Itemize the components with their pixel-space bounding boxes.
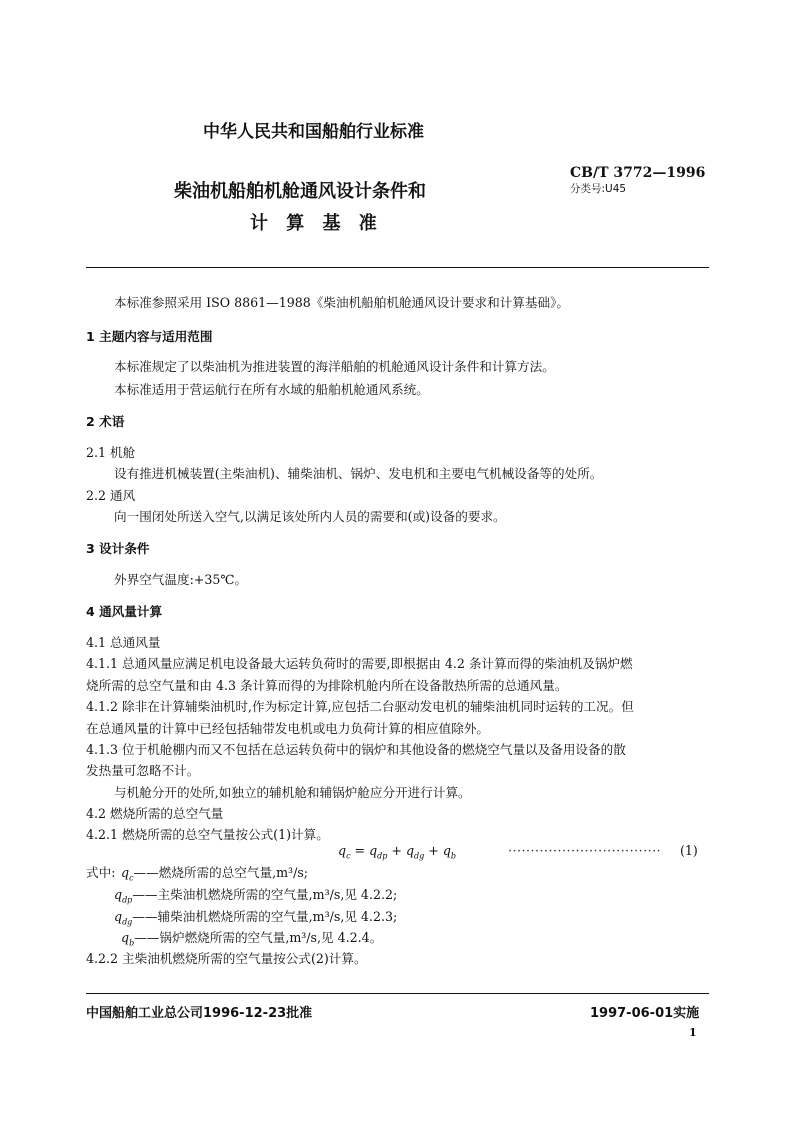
section-2-2-heading: 2.2 通风 (86, 488, 136, 503)
section-4-2-2-text: 4.2.2 主柴油机燃烧所需的空气量按公式(2)计算。 (86, 951, 367, 966)
where-label: 式中: (86, 865, 116, 880)
section-2-2-text: 向一围闭处所送入空气,以满足该处所内人员的需要和(或)设备的要求。 (114, 509, 506, 524)
section-4-2-1-text: 4.2.1 燃烧所需的总空气量按公式(1)计算。 (86, 827, 329, 842)
section-4-1-2-line2: 在总通风量的计算中已经包括轴带发电机或电力负荷计算的相应值除外。 (86, 721, 489, 736)
section-1-paragraph-2: 本标准适用于营运航行在所有水域的船舶机舱通风系统。 (114, 382, 429, 397)
document-title-line1: 柴油机船舶机舱通风设计条件和 (174, 181, 426, 202)
section-1-paragraph-1: 本标准规定了以柴油机为推进装置的海洋船舶的机舱通风设计条件和计算方法。 (114, 359, 555, 374)
section-1-heading: 1 主题内容与适用范围 (86, 329, 213, 344)
formula-leader-dots: ·································· (508, 843, 662, 858)
section-4-1-1-line1: 4.1.1 总通风量应满足机电设备最大运转负荷时的需要,即根据由 4.2 条计算而得的柴油机及锅炉燃 (86, 656, 633, 671)
section-2-1-heading: 2.1 机舱 (86, 445, 136, 460)
page-number: 1 (689, 1026, 697, 1039)
section-2-1-text: 设有推进机械装置(主柴油机)、辅柴油机、锅炉、发电机和主要电气机械设备等的处所。 (114, 466, 603, 481)
approval-line: 中国船舶工业总公司1996-12-23批准 (86, 1006, 313, 1021)
intro-paragraph: 本标准参照采用 ISO 8861—1988《柴油机船舶机舱通风设计要求和计算基础》。 (114, 295, 569, 310)
section-4-1-3-line3: 与机舱分开的处所,如独立的辅机舱和辅锅炉舱应分开进行计算。 (114, 785, 471, 800)
header-divider (86, 267, 709, 268)
section-4-1-3-line2: 发热量可忽略不计。 (86, 763, 200, 778)
section-4-1-3-line1: 4.1.3 位于机舱棚内而又不包括在总运转负荷中的锅炉和其他设备的燃烧空气量以及备用设备的散 (86, 742, 626, 757)
definition-qdg: $q_{dg}——$辅柴油机燃烧所需的空气量,m³/s,见 4.2.3; (114, 909, 398, 927)
standard-number: CB/T 3772—1996 (570, 165, 706, 181)
implementation-line: 1997-06-01实施 (590, 1006, 700, 1021)
formula-number: (1) (680, 843, 698, 858)
section-2-heading: 2 术语 (86, 414, 125, 429)
section-3-text: 外界空气温度:+35℃。 (114, 572, 248, 587)
section-4-1-2-line1: 4.1.2 除非在计算辅柴油机时,作为标定计算,应包括二台驱动发电机的辅柴油机同时运转的工况。但 (86, 699, 634, 714)
definition-qc: $q_c——$燃烧所需的总空气量,m³/s; (121, 865, 309, 883)
section-4-1-1-line2: 烧所需的总空气量和由 4.3 条计算而得的为排除机舱内所在设备散热所需的总通风量。 (86, 678, 568, 693)
classification-number: 分类号:U45 (570, 183, 627, 195)
definition-qb: $q_b——$锅炉燃烧所需的空气量,m³/s,见 4.2.4。 (121, 930, 383, 948)
formula-1: $q_c = q_{dp} + q_{dg} + q_b$ (338, 843, 457, 861)
section-4-1-heading: 4.1 总通风量 (86, 635, 161, 650)
org-title: 中华人民共和国船舶行业标准 (203, 122, 424, 142)
section-4-2-heading: 4.2 燃烧所需的总空气量 (86, 806, 224, 821)
footer-divider (86, 993, 709, 994)
section-3-heading: 3 设计条件 (86, 541, 150, 556)
section-4-heading: 4 通风量计算 (86, 604, 163, 619)
definition-qdp: $q_{dp}——$主柴油机燃烧所需的空气量,m³/s,见 4.2.2; (114, 887, 398, 905)
document-title-line2: 计 算 基 准 (250, 213, 383, 234)
